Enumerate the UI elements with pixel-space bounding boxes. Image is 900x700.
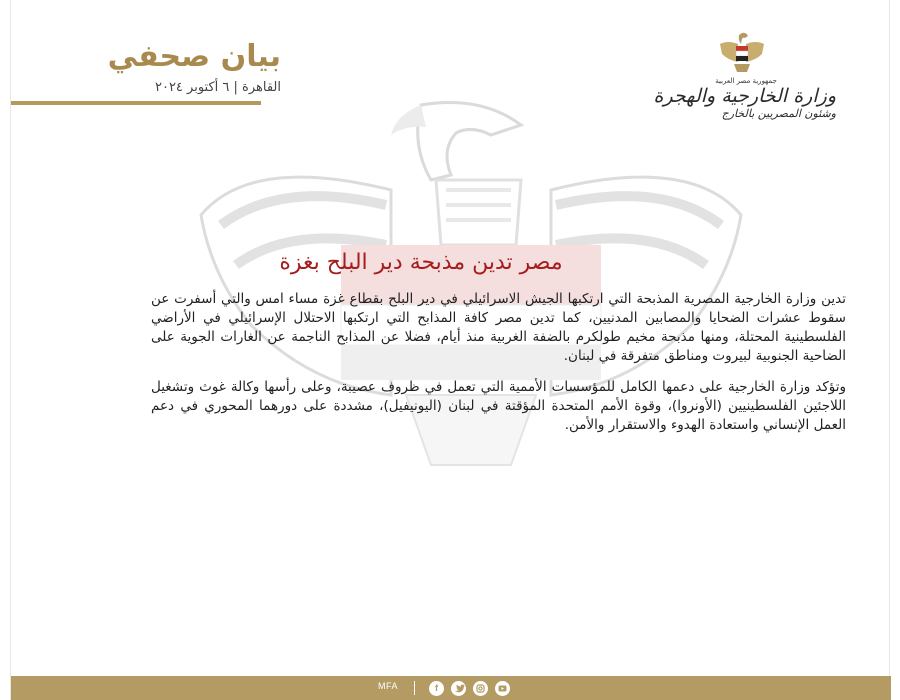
youtube-icon[interactable] [495, 681, 510, 696]
gold-rule [11, 101, 261, 105]
ministry-subtitle: وشئون المصريين بالخارج [721, 107, 836, 120]
body-text [151, 290, 846, 435]
eagle-emblem-icon [716, 30, 768, 80]
ministry-name: وزارة الخارجية والهجرة [653, 85, 836, 107]
instagram-icon[interactable] [473, 681, 488, 696]
body-paragraph-1: تدين وزارة الخارجية المصرية المذبحة التي ارتكبها الجيش الاسرائيلي في دير البلح بقطاع غزة مساء امس والتي أسفرت عن سقوط عشرات الضحايا والمصابين المدنيين، كما تدين مصر كافة المذابح التي ارتكبها الاحتلال الإسرائيلي في الأراضي الفلسطينية المحتلة، ومنها مذبحة مخيم طولكرم بالضفة الغربية منذ أيام، فضلا عن المذابح الناجمة عن الغارات الجوية على الضاحية الجنوبية لبيروت ومناطق متفرقة في لبنان. [151, 291, 846, 364]
footer-divider [414, 681, 415, 695]
twitter-icon[interactable] [451, 681, 466, 696]
dateline: القاهرة | ٦ أكتوبر ٢٠٢٤ [154, 80, 281, 95]
ministry-logo [636, 30, 836, 120]
document-title: بيان صحفي [107, 39, 281, 74]
footer-label: MFA [378, 681, 399, 691]
republic-text: جمهورية مصر العربية [715, 77, 777, 85]
header-left [81, 40, 281, 95]
facebook-icon[interactable]: f [429, 681, 444, 696]
footer-bar [11, 676, 891, 700]
headline: مصر تدين مذبحة دير البلح بغزة [279, 250, 563, 275]
press-release-page [10, 0, 890, 700]
body-paragraph-2: وتؤكد وزارة الخارجية على دعمها الكامل للمؤسسات الأممية التي تعمل في ظروف عصيبة، وعلى رأسها وكالة غوث وتشغيل اللاجئين الفلسطينيين (الأونروا)، وقوة الأمم المتحدة المؤقتة في لبنان (اليونيفيل)، مشددة على دورهما المحوري في دعم العمل الإنساني واستعادة الهدوء والاستقرار والأمن. [151, 379, 846, 433]
